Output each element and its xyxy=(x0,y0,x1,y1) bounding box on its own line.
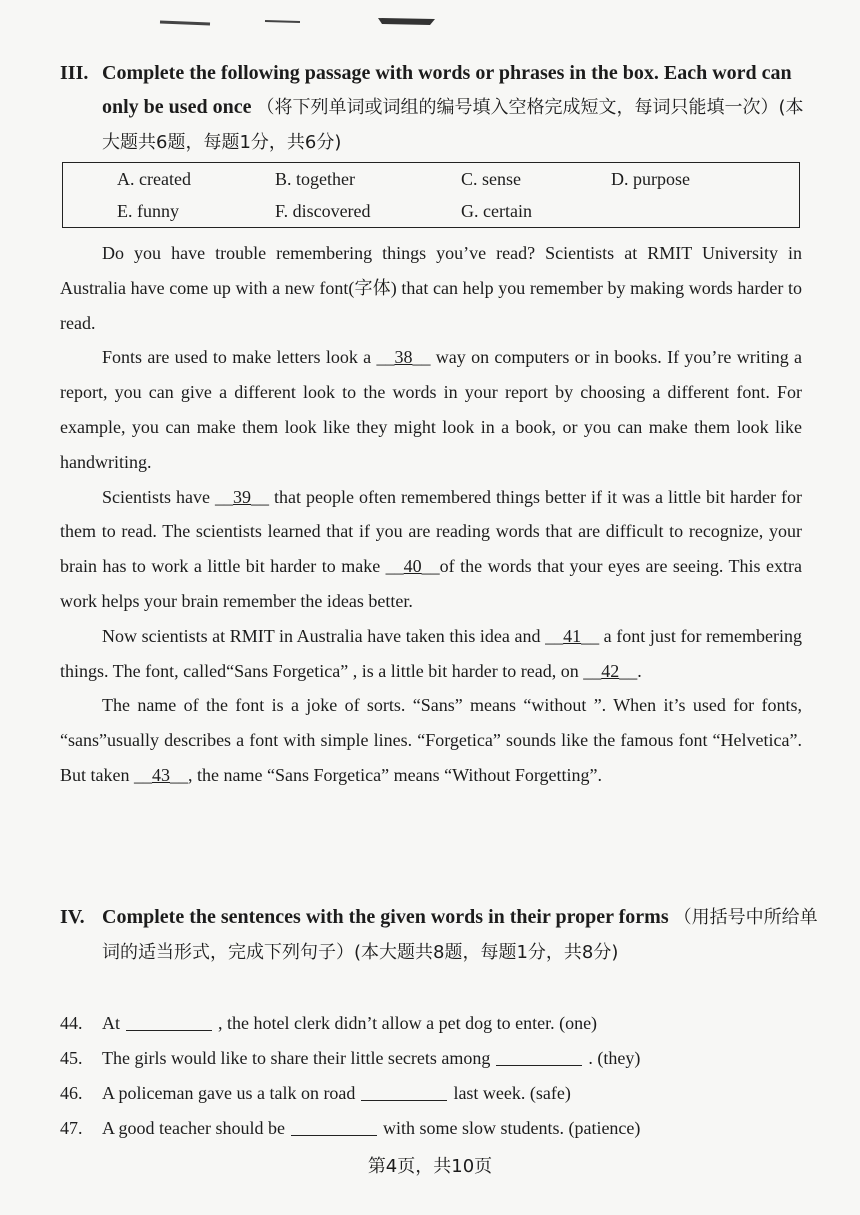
word-option-d: D. purpose xyxy=(611,169,690,189)
scan-artifact-marks xyxy=(150,10,450,30)
word-option-c: C. sense xyxy=(461,169,521,189)
section-4-number: IV. xyxy=(60,906,85,928)
answer-blank-46[interactable] xyxy=(361,1082,447,1101)
word-option-f: F. discovered xyxy=(275,201,371,221)
question-46: 46. A policeman gave us a talk on road last week. (safe) xyxy=(60,1083,571,1103)
passage-paragraph-5: The name of the font is a joke of sorts. “Sans” means “without ”. When it’s used for fonts, “sans”usually describes a font with simple lines. “Forgetica” sounds like the famous font “Helvetica”. But taken __43__, the name “Sans Forgetica” means “Without Forgetting”. xyxy=(60,695,802,785)
section-3-number: III. xyxy=(60,62,89,84)
blank-39: 39 xyxy=(233,486,252,507)
blank-40: 40 xyxy=(403,556,422,577)
word-option-a: A. created xyxy=(117,169,191,189)
question-47: 47. A good teacher should be with some slow students. (patience) xyxy=(60,1118,641,1138)
passage-paragraph-4: Now scientists at RMIT in Australia have taken this idea and __41__ a font just for remembering things. The font, called“Sans Forgetica” , is a little bit harder to read, on __42__. xyxy=(60,625,802,681)
section-3-title-cn: （将下列单词或词组的编号填入空格完成短文，每词只能填一次）(本大题共6题，每题1分，共6分) xyxy=(102,97,804,153)
answer-blank-44[interactable] xyxy=(126,1012,212,1031)
section-4-heading xyxy=(60,900,820,970)
blank-42: 42 xyxy=(601,660,620,681)
passage-paragraph-3: Scientists have __39__ that people often remembered things better if it was a little bit harder for them to read. The scientists learned that if you are reading words that are difficult to recognize, your brain has to work a little bit harder to make __40__of the words that your eyes are seeing. This extra work helps your brain remember the ideas better. xyxy=(60,486,803,611)
section-3-title-en: Complete the following passage with words or phrases in the box. Each word can only be used once xyxy=(102,62,792,118)
section-4-title-en: Complete the sentences with the given words in their proper forms xyxy=(102,906,669,928)
blank-43: 43 xyxy=(152,764,170,785)
reading-passage xyxy=(60,236,802,793)
answer-blank-45[interactable] xyxy=(496,1047,582,1066)
word-option-g: G. certain xyxy=(461,201,532,221)
word-option-b: B. together xyxy=(275,169,355,189)
answer-blank-47[interactable] xyxy=(291,1117,377,1136)
section-3-heading xyxy=(60,56,820,160)
page-footer: 第4页，共10页 xyxy=(367,1156,493,1177)
question-45: 45. The girls would like to share their little secrets among . (they) xyxy=(60,1048,641,1068)
blank-38: 38 xyxy=(394,347,413,368)
passage-paragraph-1: Do you have trouble remembering things you’ve read? Scientists at RMIT University in Australia have come up with a new font(字体) that can help you remember by making words harder to read. xyxy=(60,243,802,333)
blank-41: 41 xyxy=(563,625,582,646)
passage-paragraph-2: Fonts are used to make letters look a __38__ way on computers or in books. If you’re writing a report, you can give a different look to the words in your report by choosing a different font. For example, you can make them look like they might look in a book, or you can make them look like handwriting. xyxy=(60,347,803,472)
word-option-e: E. funny xyxy=(117,201,179,221)
word-box xyxy=(62,162,800,228)
question-44: 44. At , the hotel clerk didn’t allow a pet dog to enter. (one) xyxy=(60,1013,598,1033)
section-4-title-cn: （用括号中所给单词的适当形式，完成下列句子）(本大题共8题，每题1分，共8分) xyxy=(102,907,818,963)
